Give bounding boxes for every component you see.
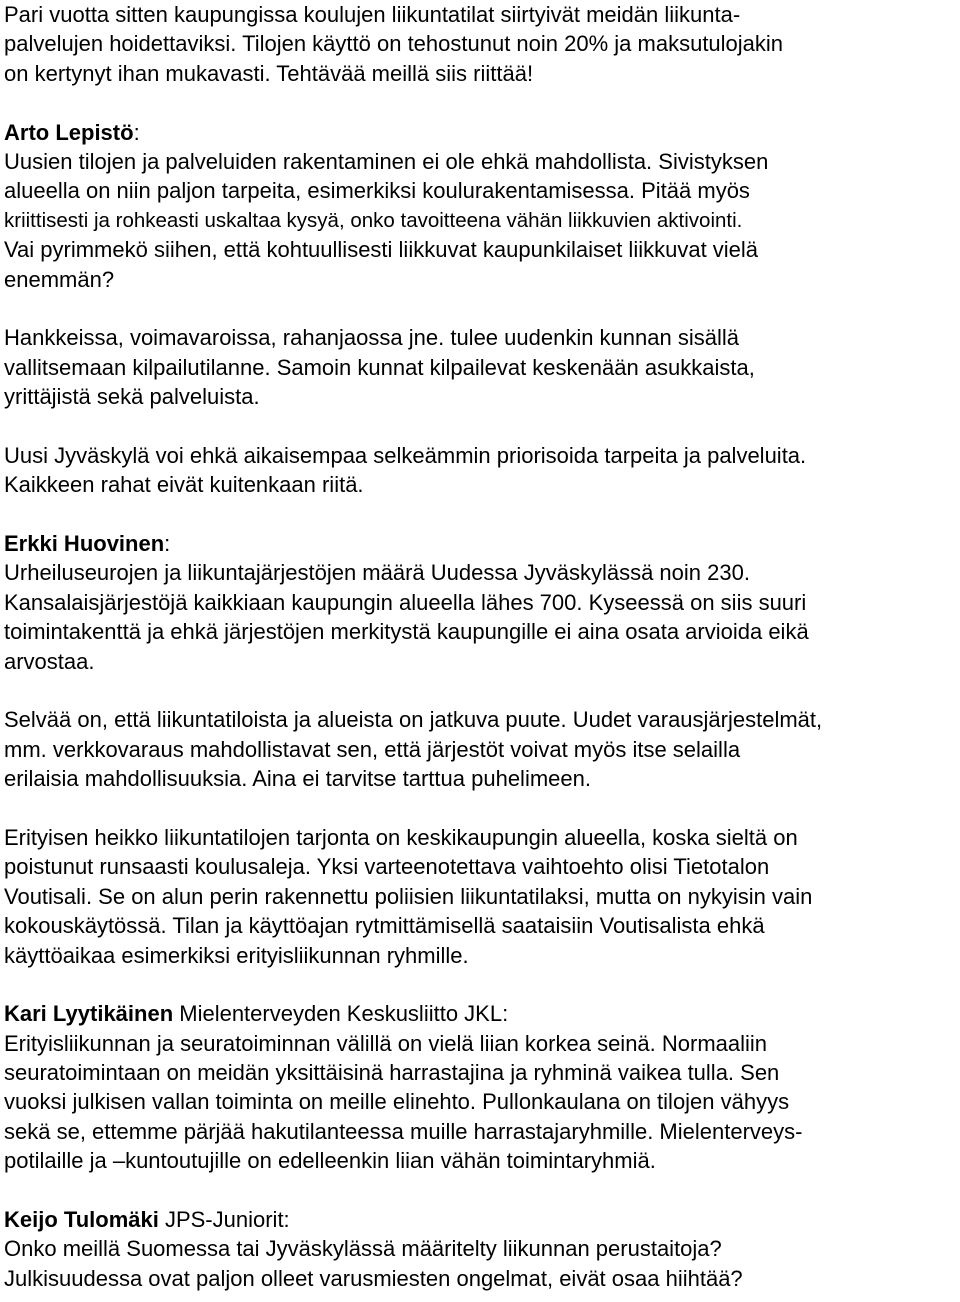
text-line: Erityisen heikko liikuntatilojen tarjonta on keskikaupungin alueella, koska sieltä on <box>4 824 798 850</box>
text-line: seuratoimintaan on meidän yksittäisinä harrastajina ja ryhminä vaikea tulla. Sen <box>4 1060 780 1086</box>
speaker-name: Kari Lyytikäinen <box>4 1001 174 1027</box>
speaker-name: Erkki Huovinen <box>4 531 165 557</box>
paragraph-gap <box>4 411 956 440</box>
text-line: sekä se, ettemme pärjää hakutilanteessa muille harrastajaryhmille. Mielenterveys- <box>4 1118 803 1144</box>
text-line: Selvää on, että liikuntatiloista ja alueista on jatkuva puute. Uudet varausjärjestelmät, <box>4 707 823 733</box>
text-line: kokouskäytössä. Tilan ja käyttöajan rytmittämisellä saataisiin Voutisalista ehkä <box>4 913 765 939</box>
text-line: vallitsemaan kilpailutilanne. Samoin kunnat kilpailevat keskenään asukkaista, <box>4 354 755 380</box>
text-line: erilaisia mahdollisuuksia. Aina ei tarvitse tarttua puhelimeen. <box>4 766 591 792</box>
text-line: Hankkeissa, voimavaroissa, rahanjaossa jne. tulee uudenkin kunnan sisällä <box>4 325 739 351</box>
text-line: alueella on niin paljon tarpeita, esimerkiksi koulurakentamisessa. Pitää myös <box>4 178 750 204</box>
text-line: toimintakenttä ja ehkä järjestöjen merkitystä kaupungille ei aina osata arvioida eikä <box>4 619 809 645</box>
text-line: Uusi Jyväskylä voi ehkä aikaisempaa selkeämmin priorisoida tarpeita ja palveluita. <box>4 442 807 468</box>
text-line: Uusien tilojen ja palveluiden rakentaminen ei ole ehkä mahdollista. Sivistyksen <box>4 148 769 174</box>
speaker-organization: JPS-Juniorit: <box>158 1207 290 1233</box>
speaker-section-kari <box>4 999 956 1175</box>
text-line: vuoksi julkisen vallan toiminta on meille elinehto. Pullonkaulana on tilojen vähyys <box>4 1089 790 1115</box>
speaker-heading <box>4 529 956 558</box>
paragraph-gap <box>4 294 956 323</box>
text-line: enemmän? <box>4 266 115 292</box>
text-line: poistunut runsaasti koulusaleja. Yksi varteenotettava vaihtoehto olisi Tietotalon <box>4 854 770 880</box>
text-line: Pari vuotta sitten kaupungissa koulujen liikuntatilat siirtyivät meidän liikunta- <box>4 2 741 27</box>
speaker-colon: : <box>164 531 171 557</box>
speaker-section-erkki <box>4 529 956 970</box>
text-line: Kansalaisjärjestöjä kaikkiaan kaupungin alueella lähes 700. Kyseessä on siis suuri <box>4 589 807 615</box>
speaker-section-arto <box>4 118 956 500</box>
text-line: palvelujen hoidettaviksi. Tilojen käyttö on tehostunut noin 20% ja maksutulojakin <box>4 31 784 57</box>
text-line: on kertynyt ihan mukavasti. Tehtävää meillä siis riittää! <box>4 60 534 86</box>
speaker-heading <box>4 118 956 147</box>
text-line: Kaikkeen rahat eivät kuitenkaan riitä. <box>4 472 364 498</box>
text-line: Onko meillä Suomessa tai Jyväskylässä määritelty liikunnan perustaitoja? <box>4 1236 722 1262</box>
text-line: mm. verkkovaraus mahdollistavat sen, että järjestöt voivat myös itse selailla <box>4 736 741 762</box>
speaker-heading <box>4 1205 956 1234</box>
text-line: Vai pyrimmekö siihen, että kohtuullisesti liikkuvat kaupunkilaiset liikkuvat vielä <box>4 237 759 263</box>
paragraph-gap <box>4 794 956 823</box>
text-line: Erityisliikunnan ja seuratoiminnan välillä on vielä liian korkea seinä. Normaaliin <box>4 1030 768 1056</box>
speaker-name: Arto Lepistö <box>4 119 134 145</box>
text-line: Voutisali. Se on alun perin rakennettu poliisien liikuntatilaksi, mutta on nykyisin vain <box>4 883 813 909</box>
text-line: yrittäjistä sekä palveluista. <box>4 384 260 410</box>
intro-paragraph <box>4 0 956 88</box>
document-page <box>4 0 956 1293</box>
speaker-heading <box>4 999 956 1028</box>
paragraph-gap <box>4 88 956 117</box>
speaker-organization: Mielenterveyden Keskusliitto JKL: <box>173 1001 509 1027</box>
text-line: kriittisesti ja rohkeasti uskaltaa kysyä, onko tavoitteena vähän liikkuvien aktivointi. <box>4 208 743 232</box>
text-line: Julkisuudessa ovat paljon olleet varusmiesten ongelmat, eivät osaa hiihtää? <box>4 1265 743 1291</box>
paragraph-gap <box>4 500 956 529</box>
speaker-name: Keijo Tulomäki <box>4 1207 159 1233</box>
text-line: potilaille ja –kuntoutujille on edelleenkin liian vähän toimintaryhmiä. <box>4 1148 656 1174</box>
speaker-colon: : <box>133 119 140 145</box>
text-line: käyttöaikaa esimerkiksi erityisliikunnan ryhmille. <box>4 942 469 968</box>
speaker-section-keijo <box>4 1205 956 1293</box>
text-line: Urheiluseurojen ja liikuntajärjestöjen määrä Uudessa Jyväskylässä noin 230. <box>4 560 750 586</box>
text-line: arvostaa. <box>4 648 95 674</box>
paragraph-gap <box>4 1176 956 1205</box>
paragraph-gap <box>4 970 956 999</box>
paragraph-gap <box>4 676 956 705</box>
